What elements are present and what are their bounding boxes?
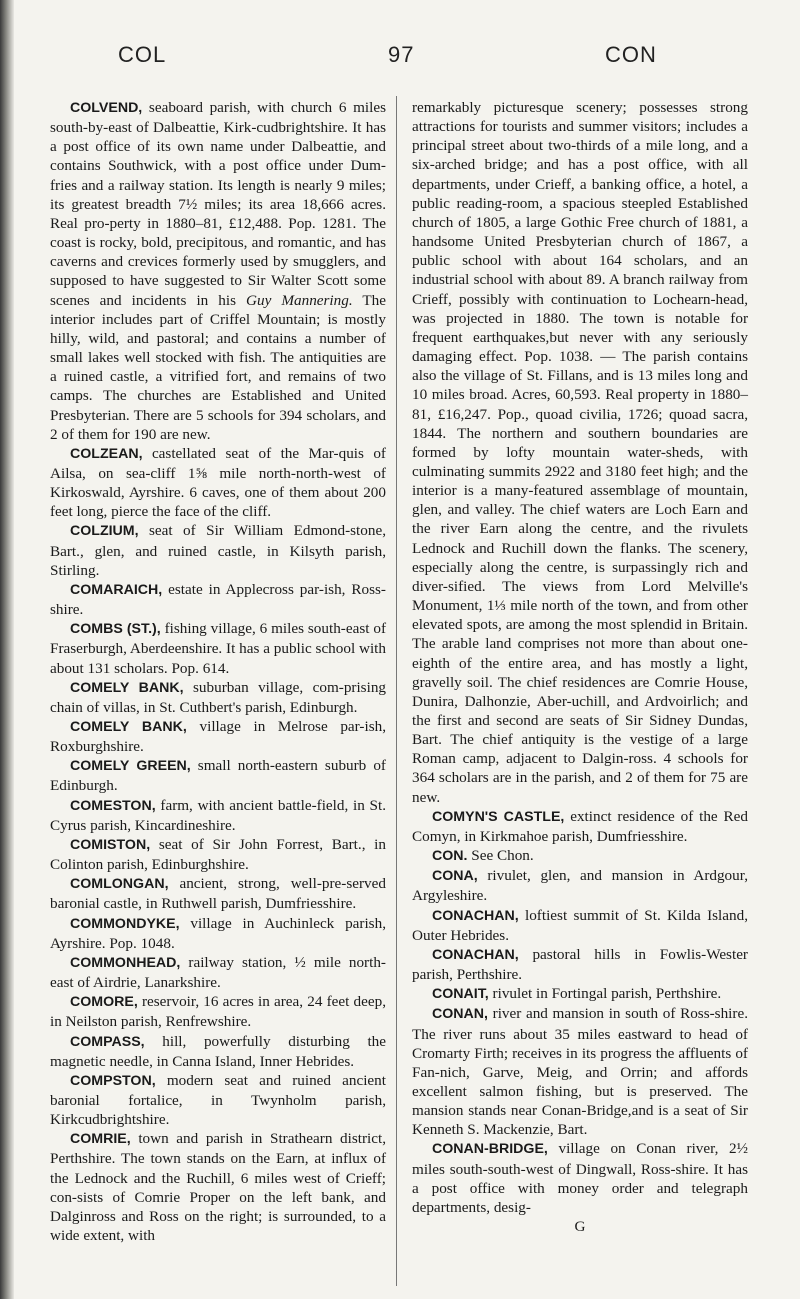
dictionary-entry bbox=[50, 756, 386, 795]
entry-headword: COMPASS, bbox=[70, 1033, 145, 1050]
dictionary-entry bbox=[412, 984, 748, 1004]
entry-headword: COMPSTON, bbox=[70, 1072, 156, 1089]
entry-headword: COLZEAN, bbox=[70, 445, 143, 462]
dictionary-entry bbox=[50, 796, 386, 835]
dictionary-entry bbox=[50, 953, 386, 992]
dictionary-entry bbox=[50, 619, 386, 677]
entry-text: small north-eastern suburb of Edinburgh. bbox=[50, 757, 386, 795]
entry-text: extinct residence of the Red Comyn, in Kirkmahoe parish, Dumfriesshire. bbox=[412, 807, 748, 845]
entry-text: seaboard parish, with church 6 miles south-by-east of Dalbeattie, Kirk-cudbrightshire. It has a post office of its own name under Dalbeattie, and contains Southwick, with a post office under Dum-fries and a railway station. Its length is nearly 9 miles; its greatest breadth 7½ miles; its area 18,666 acres. Real pro-perty in 1880–81, £12,488. Pop. 1281. The coast is rocky, bold, precipitous, and romantic, and has caverns and crevices formerly used by smugglers, and supposed to have suggested to Sir Walter Scott some scenes and incidents in his bbox=[50, 99, 386, 309]
entry-text: village in Melrose par-ish, Roxburghshire. bbox=[50, 718, 387, 756]
entry-headword: COLVEND, bbox=[70, 100, 143, 116]
dictionary-entry bbox=[50, 1032, 386, 1071]
entry-headword: COMRIE, bbox=[70, 1131, 131, 1148]
entry-headword: COMORE, bbox=[70, 994, 138, 1011]
entry-headword: CON. bbox=[432, 848, 468, 865]
dictionary-entry bbox=[50, 580, 386, 619]
entry-text: village in Auchinleck parish, Ayrshire. Pop. 1048. bbox=[50, 914, 386, 952]
dictionary-entry bbox=[412, 807, 748, 846]
entry-text: modern seat and ruined ancient baronial fortalice, in Twynholm parish, Kirkcudbrightshire. bbox=[50, 1071, 386, 1129]
entry-text: town and parish in Strathearn district, Perthshire. The town stands on the Earn, at influx of the Lednock and the Ruchill, 6 miles west of Crieff; con-sists of Comrie Proper on the left bank, and Dalginross and Ross on the right; is surrounded, to a wide extent, with bbox=[50, 1130, 386, 1245]
entry-text: pastoral hills in Fowlis-Wester parish, Perthshire. bbox=[412, 945, 748, 984]
dictionary-entry bbox=[412, 1004, 748, 1139]
entry-text: estate in Applecross par-ish, Ross-shire. bbox=[50, 580, 386, 619]
entry-headword: COMELY GREEN, bbox=[70, 758, 191, 775]
entry-headword: COMISTON, bbox=[70, 836, 151, 853]
dictionary-entry bbox=[50, 874, 386, 913]
right-column bbox=[412, 98, 748, 1236]
entry-text: rivulet, glen, and mansion in Ardgour, Argyleshire. bbox=[412, 867, 748, 905]
entry-headword: COMESTON, bbox=[70, 797, 156, 814]
entry-headword: CONA, bbox=[432, 868, 478, 885]
entry-text: river and mansion in south of Ross-shire. The river runs about 35 miles eastward to head of Cromarty Firth; receives in its progress the affluents of Fan-nich, Garve, Meig, and Orrin; and affords excellent salmon fishing, but is preserved. The mansion stands near Conan-Bridge,and is a seat of Sir Kenneth S. Mackenzie, Bart. bbox=[412, 1005, 748, 1139]
dictionary-entry bbox=[50, 521, 386, 579]
dictionary-entry bbox=[50, 717, 386, 756]
entry-headword: CONAN, bbox=[432, 1006, 488, 1023]
entry-headword: COMELY BANK, bbox=[70, 719, 187, 735]
page-number: 97 bbox=[388, 42, 415, 67]
entry-text: railway station, ½ mile north-east of Airdrie, Lanarkshire. bbox=[50, 953, 386, 992]
running-header bbox=[0, 42, 800, 66]
entry-text: loftiest summit of St. Kilda Island, Outer Hebrides. bbox=[412, 906, 748, 944]
entry-headword: COMARAICH, bbox=[70, 581, 163, 598]
entry-text: suburban village, com-prising chain of villas, in St. Cuthbert's parish, Edinburgh. bbox=[50, 678, 387, 716]
dictionary-entry bbox=[412, 98, 748, 807]
dictionary-entry bbox=[50, 992, 386, 1031]
entry-headword: COMLONGAN, bbox=[70, 876, 169, 893]
entry-text: farm, with ancient battle-field, in St. Cyrus parish, Kincardineshire. bbox=[50, 796, 386, 834]
dictionary-entry bbox=[50, 678, 386, 717]
entry-text: village on Conan river, 2½ miles south-south-west of Dingwall, Ross-shire. It has a post office with money order and telegraph departments, desig- bbox=[412, 1140, 748, 1216]
entry-text-continued: The interior includes part of Criffel Mountain; is mostly hilly, wild, and pastoral; and contains a number of small lakes well stocked with fish. The antiquities are a ruined castle, a vitrified fort, and remains of two camps. The churches are Established and United Presbyterian. There are 5 schools for 394 scholars, and 2 of them for 190 are new. bbox=[50, 291, 386, 443]
entry-text: See Chon. bbox=[467, 847, 534, 865]
entry-headword: COLZIUM, bbox=[70, 523, 139, 540]
entry-text: ancient, strong, well-pre-served baronial castle, in Ruthwell parish, Dumfriesshire. bbox=[50, 875, 386, 913]
column-divider bbox=[396, 96, 397, 1286]
dictionary-entry bbox=[412, 866, 748, 905]
signature-mark: G bbox=[574, 1218, 586, 1236]
entry-headword: CONACHAN, bbox=[432, 946, 519, 963]
entry-headword: COMBS (ST.), bbox=[70, 621, 161, 638]
entry-text: seat of Sir John Forrest, Bart., in Colinton parish, Edinburghshire. bbox=[50, 835, 386, 874]
dictionary-entry bbox=[50, 1129, 386, 1245]
header-right-guide-word: CON bbox=[605, 42, 657, 67]
dictionary-entry bbox=[50, 444, 386, 522]
left-column bbox=[50, 98, 386, 1245]
book-spine-edge bbox=[0, 0, 14, 1299]
entry-text: seat of Sir William Edmond-stone, Bart., glen, and ruined castle, in Kilsyth parish, Stirling. bbox=[50, 522, 386, 579]
entry-text: remarkably picturesque scenery; possesses strong attractions for tourists and summer visitors; includes a principal street about two-thirds of a mile long, and a six-arched bridge; and has a post office, with all departments, under Crieff, a banking office, a hotel, a public reading-room, a spacious steepled Established church of 1805, a large Gothic Free church of 1881, a handsome United Presbyterian church of 1867, a public school with about 164 scholars, and an industrial school with about 89. A branch railway from Crieff, possibly with continuation to Lochearn-head, was projected in 1880. The town is notable for frequent earthquakes,but never with any seriously damaging effect. Pop. 1038. — The parish contains also the village of St. Fillans, and is 13 miles long and 10 miles broad. Acres, 60,593. Real property in 1880–81, £16,247. Pop., quoad civilia, 1726; quoad sacra, 1844. The northern and southern boundaries are formed by lofty mountain water-sheds, with culminating summits 2922 and 3180 feet high; and the interior is a many-featured assemblage of mountain, glen, and valley. The chief waters are Loch Earn and the river Earn along the centre, and the rivulets Lednock and Ruchill down the flanks. The scenery, especially along the centre, is surpassingly rich and diver-sified. The views from Lord Melville's Monument, 1⅓ mile north of the town, and from other elevated spots, are among the most splendid in Britain. The arable land comprises not more than about one-eighth of the entire area, and has mostly a light, gravelly soil. The chief residences are Comrie House, Dunira, Dalhonzie, Aber-uchill, and Ardvoirlich; and the first and second are seats of Sir Sidney Dundas, Bart. The chief antiquity is the vestige of a large Roman camp, adjacent to Dalgin-ross. 4 schools for 364 scholars are in the parish, and 2 of them for 75 are new. bbox=[412, 99, 748, 806]
dictionary-entry bbox=[412, 945, 748, 984]
dictionary-entry bbox=[412, 846, 748, 866]
dictionary-entry bbox=[50, 835, 386, 874]
entry-headword: CONAN-BRIDGE, bbox=[432, 1141, 548, 1158]
entry-headword: COMYN'S CASTLE, bbox=[432, 808, 565, 825]
entry-headword: CONACHAN, bbox=[432, 907, 519, 924]
dictionary-entry bbox=[412, 1139, 748, 1217]
entry-italic-title: Guy Mannering. bbox=[246, 291, 353, 309]
dictionary-entry bbox=[50, 98, 386, 444]
entry-headword: CONAIT, bbox=[432, 986, 489, 1003]
entry-text: hill, powerfully disturbing the magnetic needle, in Canna Island, Inner Hebrides. bbox=[50, 1032, 386, 1070]
entry-text: castellated seat of the Mar-quis of Ailsa, on sea-cliff 1⅝ mile north-north-west of Kirkoswald, Ayrshire. 6 caves, one of them about 200 feet long, pierce the face of the cliff. bbox=[50, 444, 386, 521]
entry-headword: COMMONDYKE, bbox=[70, 915, 180, 932]
entry-headword: COMELY BANK, bbox=[70, 679, 184, 696]
entry-text: reservoir, 16 acres in area, 24 feet deep, in Neilston parish, Renfrewshire. bbox=[50, 993, 386, 1031]
entry-headword: COMMONHEAD, bbox=[70, 954, 181, 971]
entry-text: rivulet in Fortingal parish, Perthshire. bbox=[488, 985, 722, 1003]
dictionary-entry bbox=[50, 914, 386, 953]
header-left-guide-word: COL bbox=[118, 42, 167, 67]
entry-text: fishing village, 6 miles south-east of Fraserburgh, Aberdeenshire. It has a public school with about 131 scholars. Pop. 614. bbox=[50, 620, 386, 677]
dictionary-entry bbox=[50, 1071, 386, 1129]
dictionary-entry bbox=[412, 906, 748, 945]
